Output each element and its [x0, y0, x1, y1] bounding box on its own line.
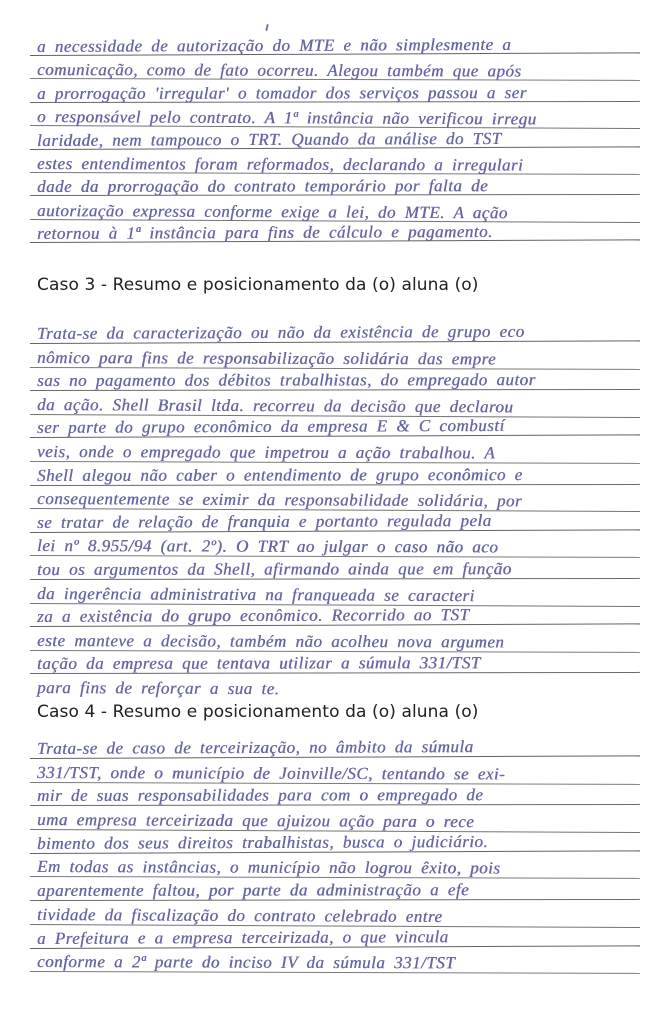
handwritten-line: a prorrogação 'irregular' o tomador dos serviços passou a ser	[30, 79, 640, 103]
handwritten-line: tividade da fiscalização do contrato celebrado entre	[30, 901, 640, 928]
handwritten-line: Trata-se da caracterização ou não da existência de grupo eco	[30, 317, 640, 343]
handwritten-line: Em todas as instâncias, o município não logrou êxito, pois	[30, 853, 640, 879]
handwritten-line: da ação. Shell Brasil ltda. recorreu da decisão que declarou	[30, 391, 640, 418]
handwritten-line: tou os argumentos da Shell, afirmando ainda que em função	[30, 555, 640, 580]
handwritten-line: o responsável pelo contrato. A 1ª instância não verificou irregu	[30, 103, 640, 129]
handwritten-line: consequentemente se eximir da responsabilidade solidária, por	[30, 485, 640, 512]
handwritten-line: veis, onde o empregado que impetrou a ação trabalhou. A	[30, 438, 640, 464]
handwritten-line: tação da empresa que tentava utilizar a súmula 331/TST	[30, 649, 640, 674]
handwritten-line: retornou à 1ª instância para fins de cálculo e pagamento.	[30, 217, 640, 243]
handwritten-line: Trata-se de caso de terceirização, no âmbito da súmula	[30, 732, 640, 758]
handwritten-line: conforme a 2ª parte do inciso IV da súmula 331/TST	[30, 948, 640, 974]
handwritten-line: laridade, nem tampouco o TRT. Quando da análise do TST	[30, 124, 640, 150]
handwritten-line: estes entendimentos foram reformados, declarando a irregulari	[30, 150, 640, 175]
handwritten-line: aparentemente faltou, por parte da administração a efe	[30, 876, 640, 901]
handwritten-line: 331/TST, onde o município de Joinville/SC, tentando se exi-	[30, 759, 640, 785]
caso4-heading: Caso 4 - Resumo e posicionamento da (o) aluna (o)	[37, 702, 479, 722]
handwritten-line: a Prefeitura e a empresa terceirizada, o que vincula	[30, 922, 640, 948]
handwritten-line: bimento dos seus direitos trabalhistas, busca o judiciário.	[30, 827, 640, 853]
handwritten-line: a necessidade de autorização do MTE e não simplesmente a	[30, 30, 640, 56]
handwritten-line: sas no pagamento dos débitos trabalhistas, do empregado autor	[30, 366, 640, 391]
handwritten-line: Shell alegou não caber o entendimento de grupo econômico e	[30, 460, 640, 485]
stray-pen-mark	[265, 24, 269, 31]
handwritten-line: dade da prorrogação do contrato temporário por falta de	[30, 172, 640, 196]
handwritten-line: mir de suas responsabilidades para com o empregado de	[30, 781, 640, 806]
handwritten-paragraph-caso3	[30, 320, 640, 697]
handwritten-line: comunicação, como de fato ocorreu. Alegou também que após	[30, 56, 640, 81]
handwritten-line: ser parte do grupo econômico da empresa E & C combustí	[30, 412, 640, 438]
handwritten-line: da ingerência administrativa na franqueada se caracteri	[30, 580, 640, 607]
handwritten-line: para fins de reforçar a sua te.	[36, 677, 280, 699]
handwritten-line: uma empresa terceirizada que ajuizou ação para o rece	[30, 806, 640, 833]
handwritten-line: autorização expressa conforme exige a lei, do MTE. A ação	[30, 197, 640, 223]
handwritten-line: nômico para fins de responsabilização solidária das empre	[30, 344, 640, 370]
handwritten-line: se tratar de relação de franquia e portanto regulada pela	[30, 506, 640, 532]
handwritten-paragraph-caso2-continuation	[30, 33, 640, 244]
handwritten-paragraph-caso4	[30, 735, 640, 972]
handwritten-line: lei nº 8.955/94 (art. 2º). O TRT ao julgar o caso não aco	[30, 532, 640, 558]
caso3-heading: Caso 3 - Resumo e posicionamento da (o) aluna (o)	[37, 275, 479, 295]
handwritten-line: este manteve a decisão, também não acolheu nova argumen	[30, 627, 640, 653]
handwritten-line: za a existência do grupo econômico. Recorrido ao TST	[30, 600, 640, 626]
